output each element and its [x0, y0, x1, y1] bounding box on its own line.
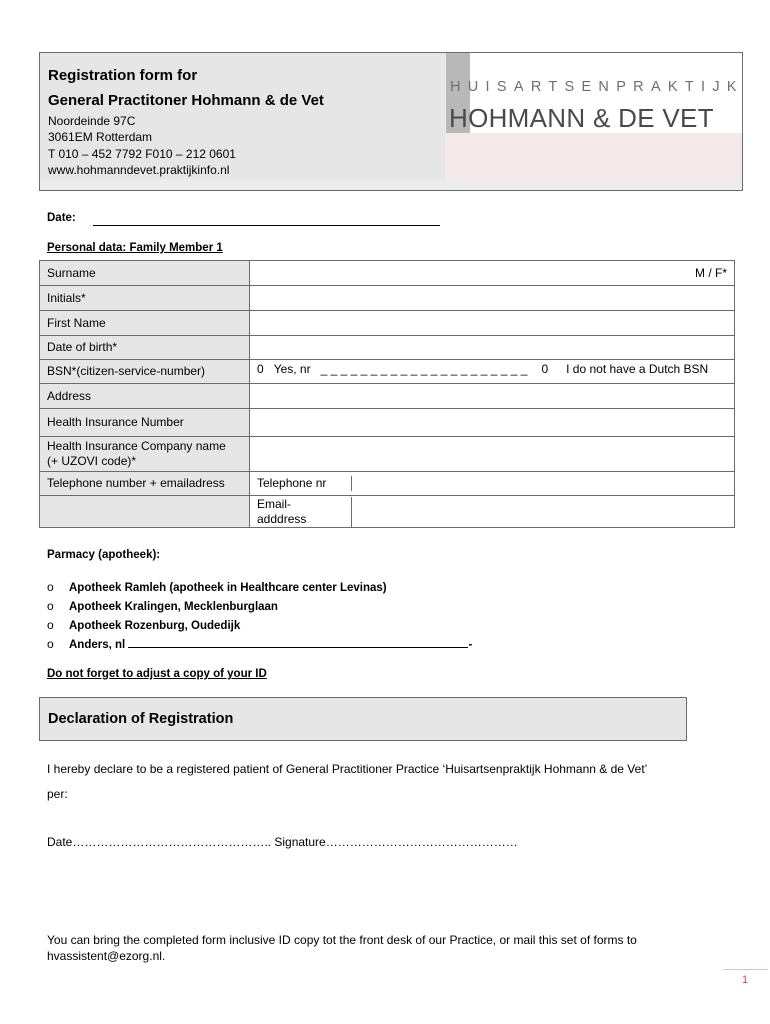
id-copy-note: Do not forget to adjust a copy of your ID: [47, 668, 267, 680]
telephone-subtable: [250, 476, 734, 491]
health-insurance-company-label: [40, 437, 250, 472]
first-name-field[interactable]: [250, 311, 735, 336]
health-insurance-company-line1: Health Insurance Company name: [47, 439, 226, 453]
logo-top-text: HUISARTSENPRAKTIJK: [450, 79, 744, 95]
pharmacy-title: Parmacy (apotheek):: [47, 549, 161, 561]
table-row: [40, 496, 735, 528]
pharmacy-option-label: Apotheek Rozenburg, Oudedijk: [69, 620, 241, 632]
bsn-no-checkbox[interactable]: 0: [541, 362, 549, 376]
email-field[interactable]: [351, 497, 734, 527]
pharmacy-other-input-line[interactable]: [128, 638, 468, 648]
radio-bullet[interactable]: o: [47, 618, 54, 632]
website: www.hohmanndevet.praktijkinfo.nl: [48, 163, 230, 177]
first-name-label: First Name: [40, 311, 250, 336]
table-row: [40, 384, 735, 409]
telephone-label: Telephone nr: [250, 476, 351, 491]
telephone-field[interactable]: [351, 476, 734, 491]
date-input-line[interactable]: [93, 225, 440, 226]
date-label: Date:: [47, 212, 76, 224]
table-row: [40, 261, 735, 286]
bsn-yes-label: Yes, nr: [273, 362, 311, 376]
health-insurance-company-line2: (+ UZOVI code)*: [47, 454, 137, 468]
submission-info-line1: You can bring the completed form inclusive ID copy tot the front desk of our Practice, or mail this set of forms to: [47, 933, 637, 947]
date-signature-line[interactable]: Date………………………………………….. Signature…………………………………………: [47, 835, 518, 849]
declaration-text-line2: per:: [47, 787, 68, 801]
table-row: [40, 311, 735, 336]
pharmacy-other-label: Anders, nl: [69, 639, 126, 651]
email-label-line1: Email-: [257, 496, 292, 511]
table-row: [40, 336, 735, 360]
radio-bullet[interactable]: o: [47, 637, 54, 651]
pharmacy-option-ramleh[interactable]: [47, 580, 387, 594]
header-box: [39, 52, 743, 191]
gender-option[interactable]: M / F*: [695, 265, 727, 280]
email-subtable: [250, 497, 734, 527]
bsn-yes-checkbox[interactable]: 0: [257, 362, 264, 376]
page-number: 1: [742, 974, 749, 986]
initials-label: Initials*: [40, 286, 250, 311]
address-city: 3061EM Rotterdam: [48, 130, 153, 144]
radio-bullet[interactable]: o: [47, 580, 54, 594]
declaration-text-line1: I hereby declare to be a registered patient of General Practitioner Practice ‘Huisartsenpraktijk Hohmann & de Vet’: [47, 762, 648, 776]
personal-data-table: [39, 260, 735, 528]
surname-field[interactable]: [250, 261, 735, 286]
practice-logo: [446, 53, 742, 133]
table-row: [40, 360, 735, 384]
form-title-line1: Registration form for: [48, 67, 198, 84]
email-label: [250, 497, 351, 527]
footer-rule: [724, 969, 768, 970]
form-title-line2: General Practitoner Hohmann & de Vet: [48, 92, 324, 109]
table-row: [40, 437, 735, 472]
phone-fax: T 010 – 452 7792 F010 – 212 0601: [48, 147, 236, 161]
declaration-title: Declaration of Registration: [48, 711, 234, 727]
pharmacy-other-suffix: -: [468, 639, 473, 651]
bsn-number-blank[interactable]: _ _ _ _ _ _ _ _ _ _ _ _ _ _ _ _ _ _ _ _ _: [320, 362, 528, 376]
pharmacy-option-kralingen[interactable]: [47, 599, 278, 613]
table-row: [40, 409, 735, 437]
bsn-no-label: I do not have a Dutch BSN: [566, 362, 709, 376]
pharmacy-option-label: Apotheek Ramleh (apotheek in Healthcare center Levinas): [69, 582, 387, 594]
dob-field[interactable]: [250, 336, 735, 360]
address-street: Noordeinde 97C: [48, 114, 136, 128]
address-label: Address: [40, 384, 250, 409]
bsn-field[interactable]: [250, 360, 735, 384]
address-field[interactable]: [250, 384, 735, 409]
logo-bottom-text: HOHMANN & DE VET: [449, 103, 714, 133]
bsn-label: BSN*(citizen-service-number): [40, 360, 250, 384]
contact-label: Telephone number + emailadress: [40, 472, 250, 496]
email-cell: [250, 496, 735, 528]
radio-bullet[interactable]: o: [47, 599, 54, 613]
health-insurance-number-field[interactable]: [250, 409, 735, 437]
contact-label-empty: [40, 496, 250, 528]
declaration-header: [39, 697, 687, 741]
pharmacy-option-rozenburg[interactable]: [47, 618, 240, 632]
pharmacy-option-other[interactable]: [47, 637, 472, 651]
pharmacy-option-label: Apotheek Kralingen, Mecklenburglaan: [69, 601, 278, 613]
bsn-options: [257, 362, 708, 376]
submission-info-line2: hvassistent@ezorg.nl.: [47, 949, 166, 963]
surname-label: Surname: [40, 261, 250, 286]
telephone-cell: [250, 472, 735, 496]
table-row: [40, 286, 735, 311]
dob-label: Date of birth*: [40, 336, 250, 360]
table-row: [40, 472, 735, 496]
header-footer-band: [40, 179, 742, 190]
health-insurance-company-field[interactable]: [250, 437, 735, 472]
email-label-line2: adddress: [257, 511, 307, 526]
initials-field[interactable]: [250, 286, 735, 311]
personal-data-title: Personal data: Family Member 1: [47, 242, 223, 254]
health-insurance-number-label: Health Insurance Number: [40, 409, 250, 437]
